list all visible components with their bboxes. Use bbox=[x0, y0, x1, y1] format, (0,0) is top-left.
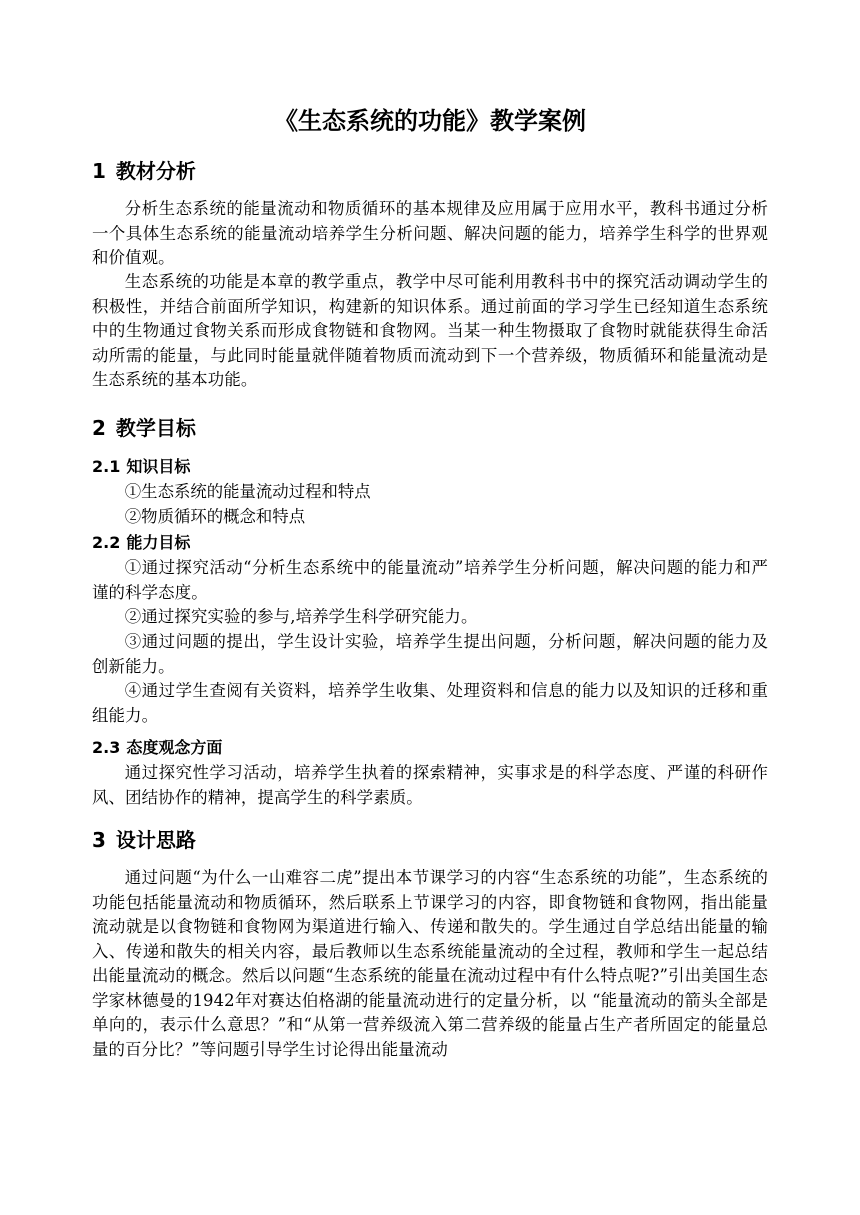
list-item: ②物质循环的概念和特点 bbox=[124, 507, 306, 526]
section-title: 教材分析 bbox=[115, 159, 196, 183]
section-number: 2 bbox=[92, 416, 106, 440]
section-heading-materials-analysis bbox=[92, 157, 196, 185]
paragraph: 通过问题“为什么一山难容二虎”提出本节课学习的内容“生态系统的功能”，生态系统的功能包括能量流动和物质循环，然后联系上节课学习的内容，即食物链和食物网，指出能量流动就是以食物链和食物网为渠道进行输入、传递和散失的。学生通过自学总结出能量的输入、传递和散失的相关内容，最后教师以生态系统能量流动的全过程，教师和学生一起总结出能量流动的概念。然后以问题“生态系统的能量在流动过程中有什么特点呢?”引出美国生态学家林德曼的1942年对赛达伯格湖的能量流动进行的定量分析，以 “能量流动的箭头全部是单向的，表示什么意思？”和“从第一营养级流入第二营养级的能量占生产者所固定的能量总量的百分比？”等问题引导学生讨论得出能量流动 bbox=[92, 868, 768, 1059]
list-item: ②通过探究实验的参与,培养学生科学研究能力。 bbox=[124, 607, 478, 626]
list-item: ③通过问题的提出，学生设计实验，培养学生提出问题，分析问题，解决问题的能力及创新能力。 bbox=[92, 632, 768, 676]
subsection-number: 2.3 bbox=[92, 738, 121, 757]
list-item: ①生态系统的能量流动过程和特点 bbox=[124, 482, 371, 501]
paragraph: 生态系统的功能是本章的教学重点，教学中尽可能利用教科书中的探究活动调动学生的积极性，并结合前面所学知识，构建新的知识体系。通过前面的学习学生已经知道生态系统中的生物通过食物关系而形成食物链和食物网。当某一种生物摄取了食物时就能获得生命活动所需的能量，与此同时能量就伴随着物质而流动到下一个营养级，物质循环和能量流动是生态系统的基本功能。 bbox=[92, 272, 768, 389]
section-heading-design-ideas bbox=[92, 826, 196, 854]
list-item: ①通过探究活动“分析生态系统中的能量流动”培养学生分析问题，解决问题的能力和严谨的科学态度。 bbox=[92, 558, 768, 602]
section-number: 1 bbox=[92, 159, 106, 183]
subsection-title: 知识目标 bbox=[126, 457, 191, 476]
section-number: 3 bbox=[92, 828, 106, 852]
subsection-number: 2.2 bbox=[92, 533, 121, 552]
subsection-number: 2.1 bbox=[92, 457, 121, 476]
subsection-heading-ability-objectives bbox=[92, 532, 190, 554]
section-heading-teaching-objectives bbox=[92, 414, 196, 442]
section-title: 教学目标 bbox=[115, 416, 196, 440]
subsection-title: 能力目标 bbox=[126, 533, 191, 552]
subsection-title: 态度观念方面 bbox=[126, 738, 223, 757]
section-title: 设计思路 bbox=[115, 828, 196, 852]
subsection-heading-attitude bbox=[92, 737, 222, 759]
list-item: ④通过学生查阅有关资料，培养学生收集、处理资料和信息的能力以及知识的迁移和重组能力。 bbox=[92, 681, 768, 725]
document-title: 《生态系统的功能》教学案例 bbox=[274, 107, 586, 135]
paragraph: 分析生态系统的能量流动和物质循环的基本规律及应用属于应用水平，教科书通过分析一个具体生态系统的能量流动培养学生分析问题、解决问题的能力，培养学生科学的世界观和价值观。 bbox=[92, 199, 768, 267]
paragraph: 通过探究性学习活动，培养学生执着的探索精神，实事求是的科学态度、严谨的科研作风、团结协作的精神，提高学生的科学素质。 bbox=[92, 763, 768, 807]
subsection-heading-knowledge-objectives bbox=[92, 456, 190, 478]
